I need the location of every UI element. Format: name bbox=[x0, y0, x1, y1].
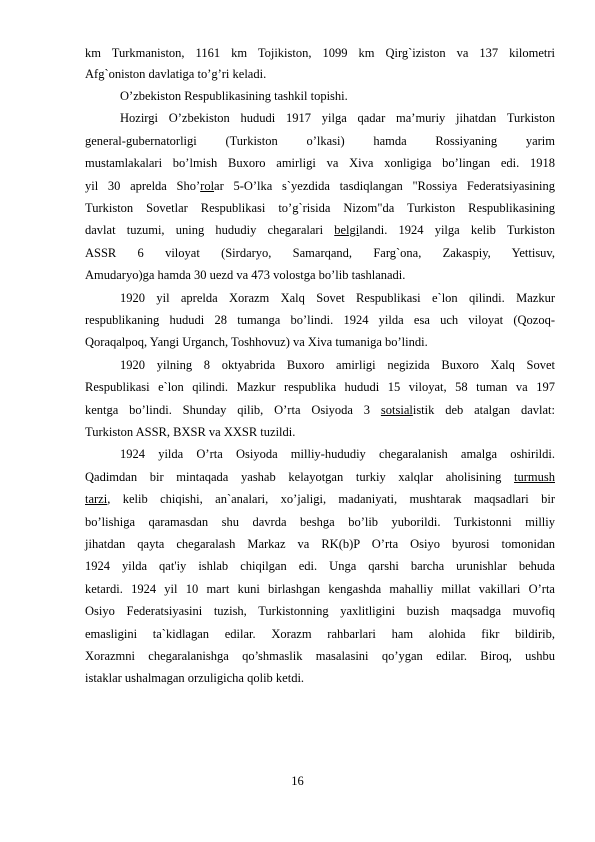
text-line: emasligini ta`kidlagan edilar. Xorazm rahbarlari ham alohida fikr bildirib, bbox=[85, 627, 555, 641]
text-line: ketardi. 1924 yil 10 mart kuni birlashgan kengashda mahalliy millat vakillari O’rta bbox=[85, 582, 555, 596]
text-line: kentga bo’lindi. Shunday qilib, O’rta Osiyoda 3 sotsialistik deb atalgan davlat: bbox=[85, 403, 556, 417]
text-line: 1920 yilning 8 oktyabrida Buxoro amirligi negizida Buxoro Xalq Sovet bbox=[120, 358, 555, 372]
text-line: Qadimdan bir mintaqada yashab kelayotgan turkiy xalqlar aholisining turmush bbox=[85, 470, 555, 484]
text-line: Respublikasi e`lon qilindi. Mazkur respublika hududi 15 viloyat, 58 tuman va 197 bbox=[85, 380, 555, 394]
page-number: 16 bbox=[291, 774, 304, 788]
underlined-link-text[interactable]: turmush bbox=[514, 470, 555, 484]
text-line: respublikaning hududi 28 tumanga bo’lindi. 1924 yilda esa uch viloyat (Qozoq- bbox=[85, 313, 555, 327]
underlined-link-text[interactable]: tarzi bbox=[85, 492, 108, 506]
text-line: istaklar ushalmagan orzuligicha qolib ketdi. bbox=[85, 671, 305, 685]
text-line: 1920 yil aprelda Xorazm Xalq Sovet Respublikasi e`lon qilindi. Mazkur bbox=[120, 291, 555, 305]
text-line: Afg`oniston davlatiga to’g’ri keladi. bbox=[85, 67, 267, 81]
text-line: Osiyo Federatsiyasini tuzish, Turkistonning yaxlitligini buzish maqsadga muvofiq bbox=[85, 604, 555, 618]
text-line: Turkiston Sovetlar Respublikasi to’g`risida Nizom"da Turkiston Respublikasining bbox=[85, 201, 555, 215]
text-line: tarzi, kelib chiqishi, an`analari, xo’jaligi, madaniyati, mushtarak maqsadlari bir bbox=[85, 492, 555, 506]
text-line: general-gubernatorligi (Turkiston o’lkasi) hamda Rossiyaning yarim bbox=[85, 134, 555, 148]
text-line: Hozirgi O’zbekiston hududi 1917 yilga qadar ma’muriy jihatdan Turkiston bbox=[120, 111, 555, 125]
text-line: yil 30 aprelda Sho’rolar 5-O’lka s`yezdida tasdiqlangan "Rossiya Federatsiyasining bbox=[85, 179, 555, 193]
text-line: Amudaryo)ga hamda 30 uezd va 473 volostga bo’lib tashlanadi. bbox=[85, 268, 406, 282]
text-line: Turkiston ASSR, BXSR va XXSR tuzildi. bbox=[85, 425, 296, 439]
text-line: km Turkmaniston, 1161 km Tojikiston, 1099 km Qirg`iziston va 137 kilometri bbox=[85, 46, 555, 60]
underlined-link-text[interactable]: belgi bbox=[334, 223, 360, 237]
text-line: Xorazmni chegaralanishga qo’shmaslik masalasini qo’ygan edilar. Biroq, ushbu bbox=[85, 649, 555, 663]
text-line: ASSR 6 viloyat (Sirdaryo, Samarqand, Farg`ona, Zakaspiy, Yettisuv, bbox=[85, 246, 555, 260]
text-line: jihatdan qayta chegaralash Markaz va RK(b)P O’rta Osiyo byurosi tomonidan bbox=[85, 537, 555, 551]
underlined-link-text[interactable]: rol bbox=[200, 179, 215, 193]
underlined-link-text[interactable]: sotsial bbox=[380, 403, 413, 417]
text-line: mustamlakalari bo’lmish Buxoro amirligi va Xiva xonligiga bo’lingan edi. 1918 bbox=[85, 156, 555, 170]
section-heading: O’zbekiston Respublikasining tashkil topishi. bbox=[120, 89, 348, 103]
text-line: 1924 yilda qat'iy ishlab chiqilgan edi. Unga qarshi barcha urunishlar behuda bbox=[85, 559, 555, 573]
text-line: 1924 yilda O’rta Osiyoda milliy-hududiy chegaralanish amalga oshirildi. bbox=[120, 447, 555, 461]
text-line: davlat tuzumi, uning hududiy chegaralari belgilandi. 1924 yilga kelib Turkiston bbox=[85, 223, 555, 237]
text-line: Qoraqalpoq, Yangi Urganch, Toshhovuz) va Xiva tumaniga bo’lindi. bbox=[85, 335, 428, 349]
text-line: bo’lishiga qaramasdan shu davrda beshga bo’lib yuborildi. Turkistonni milliy bbox=[85, 515, 555, 529]
